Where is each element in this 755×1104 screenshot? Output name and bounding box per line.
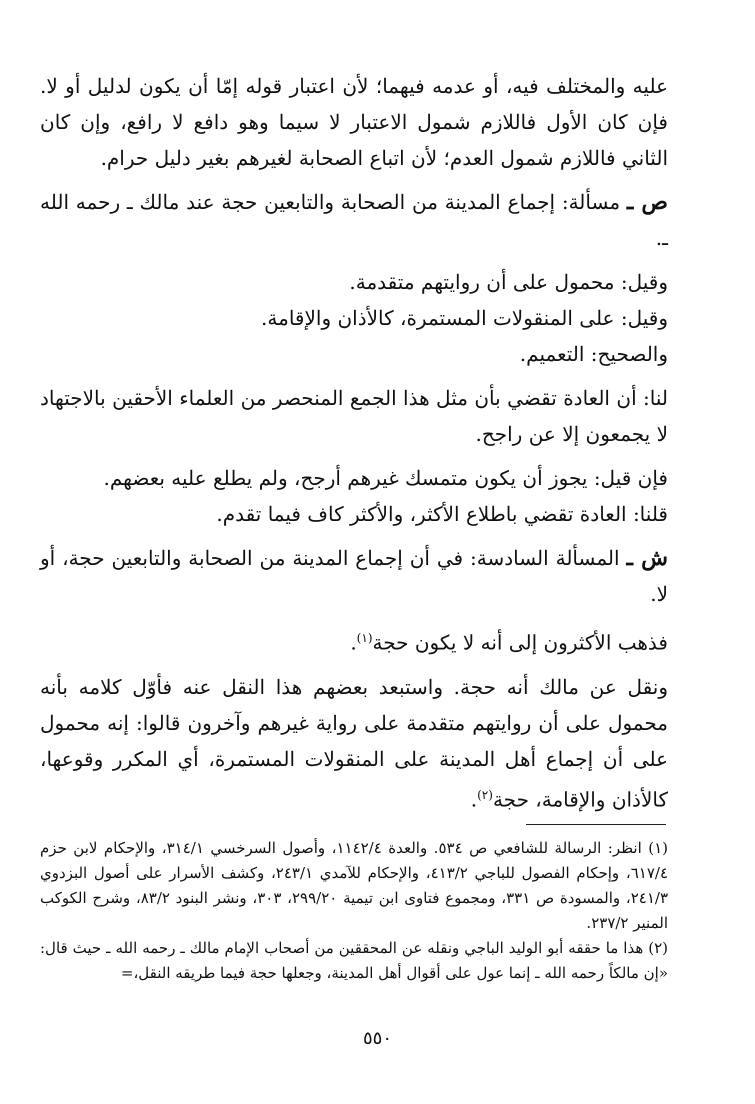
objection: فإن قيل: يجوز أن يكون متمسك غيرهم أرجح، ولم يطلع عليه بعضهم. <box>103 466 668 490</box>
shin-marker: ش ـ <box>626 545 669 571</box>
main-text <box>40 68 668 825</box>
page-number: ٥٥٠ <box>362 1028 392 1049</box>
footnote-ref-2: (٢) <box>477 787 493 802</box>
paragraph-malik <box>40 669 668 818</box>
reply: قلنا: العادة تقضي باطلاع الأكثر، والأكثر كاف فيما تقدم. <box>216 502 668 526</box>
sad-text: مسألة: إجماع المدينة من الصحابة والتابعين حجة عند مالك ـ رحمه الله ـ. <box>40 190 668 250</box>
sad-marker: ص ـ <box>626 189 669 215</box>
shin-text: المسألة السادسة: في أن إجماع المدينة من الصحابة والتابعين حجة، أو لا. <box>40 546 668 606</box>
footnote-ref-1: (١) <box>356 631 373 645</box>
paragraph-intro: عليه والمختلف فيه، أو عدمه فيهما؛ لأن اعتبار قوله إمّا أن يكون لدليل أو لا. فإن كان الأول فاللازم شمول الاعتبار لا سيما وهو دافع لا رافع، وإن كان الثاني فاللازم شمول العدم؛ لأن اتباع الصحابة لغيرهم بغير دليل حرام. <box>40 74 668 170</box>
opinion-2: وقيل: على المنقولات المستمرة، كالأذان والإقامة. <box>261 306 668 330</box>
paragraph-akthar <box>40 620 668 661</box>
opinion-1: وقيل: محمول على أن روايتهم متقدمة. <box>349 270 668 294</box>
paragraph-sad-matn <box>40 184 668 256</box>
footnote-divider <box>526 824 666 825</box>
footnotes <box>40 836 668 986</box>
opinion-correct: والصحيح: التعميم. <box>519 342 668 366</box>
paragraph-shin-sharh <box>40 540 668 612</box>
paragraph-lana: لنا: أن العادة تقضي بأن مثل هذا الجمع المنحصر من العلماء الأحقين بالاجتهاد لا يجمعون إلا عن راجح. <box>40 386 668 446</box>
akthar-end: . <box>350 630 357 655</box>
malik-text: ونقل عن مالك أنه حجة. واستبعد بعضهم هذا النقل عنه فأوّل كلامه بأنه محمول على أن روايتهم متقدمة على رواية غيرهم وآخرون قالوا: إنه محمول على أن إجماع أهل المدينة على المنقولات المستمرة، أي المكرر وقوعها، كالأذان والإقامة، حجة <box>40 674 668 812</box>
footnote-2: (٢) هذا ما حققه أبو الوليد الباجي ونقله عن المحققين من أصحاب الإمام مالك ـ رحمه الله ـ حيث قال: «إن مالكاً رحمه الله ـ إنما عول على أقوال أهل المدينة، وجعلها حجة فيما طريقه النقل،= <box>40 939 668 982</box>
malik-end: . <box>470 787 478 812</box>
akthar-text: فذهب الأكثرون إلى أنه لا يكون حجة <box>372 630 668 655</box>
footnote-1: (١) انظر: الرسالة للشافعي ص ٥٣٤. والعدة ١١٤٢/٤، وأصول السرخسي ٣١٤/١، والإحكام لابن حزم ٦١٧/٤، وإحكام الفصول للباجي ٤١٣/٢، والإحكام للآمدي ٢٤٣/١، وكشف الأسرار على أصول البزدوي ٢٤١/٣، والمسودة ص ٣٣١، ومجموع فتاوى ابن تيمية ٢٩٩/٢٠، ٣٠٣، ونشر البنود ٨٣/٢، وشرح الكوكب المنير ٢٣٧/٢. <box>40 839 669 932</box>
